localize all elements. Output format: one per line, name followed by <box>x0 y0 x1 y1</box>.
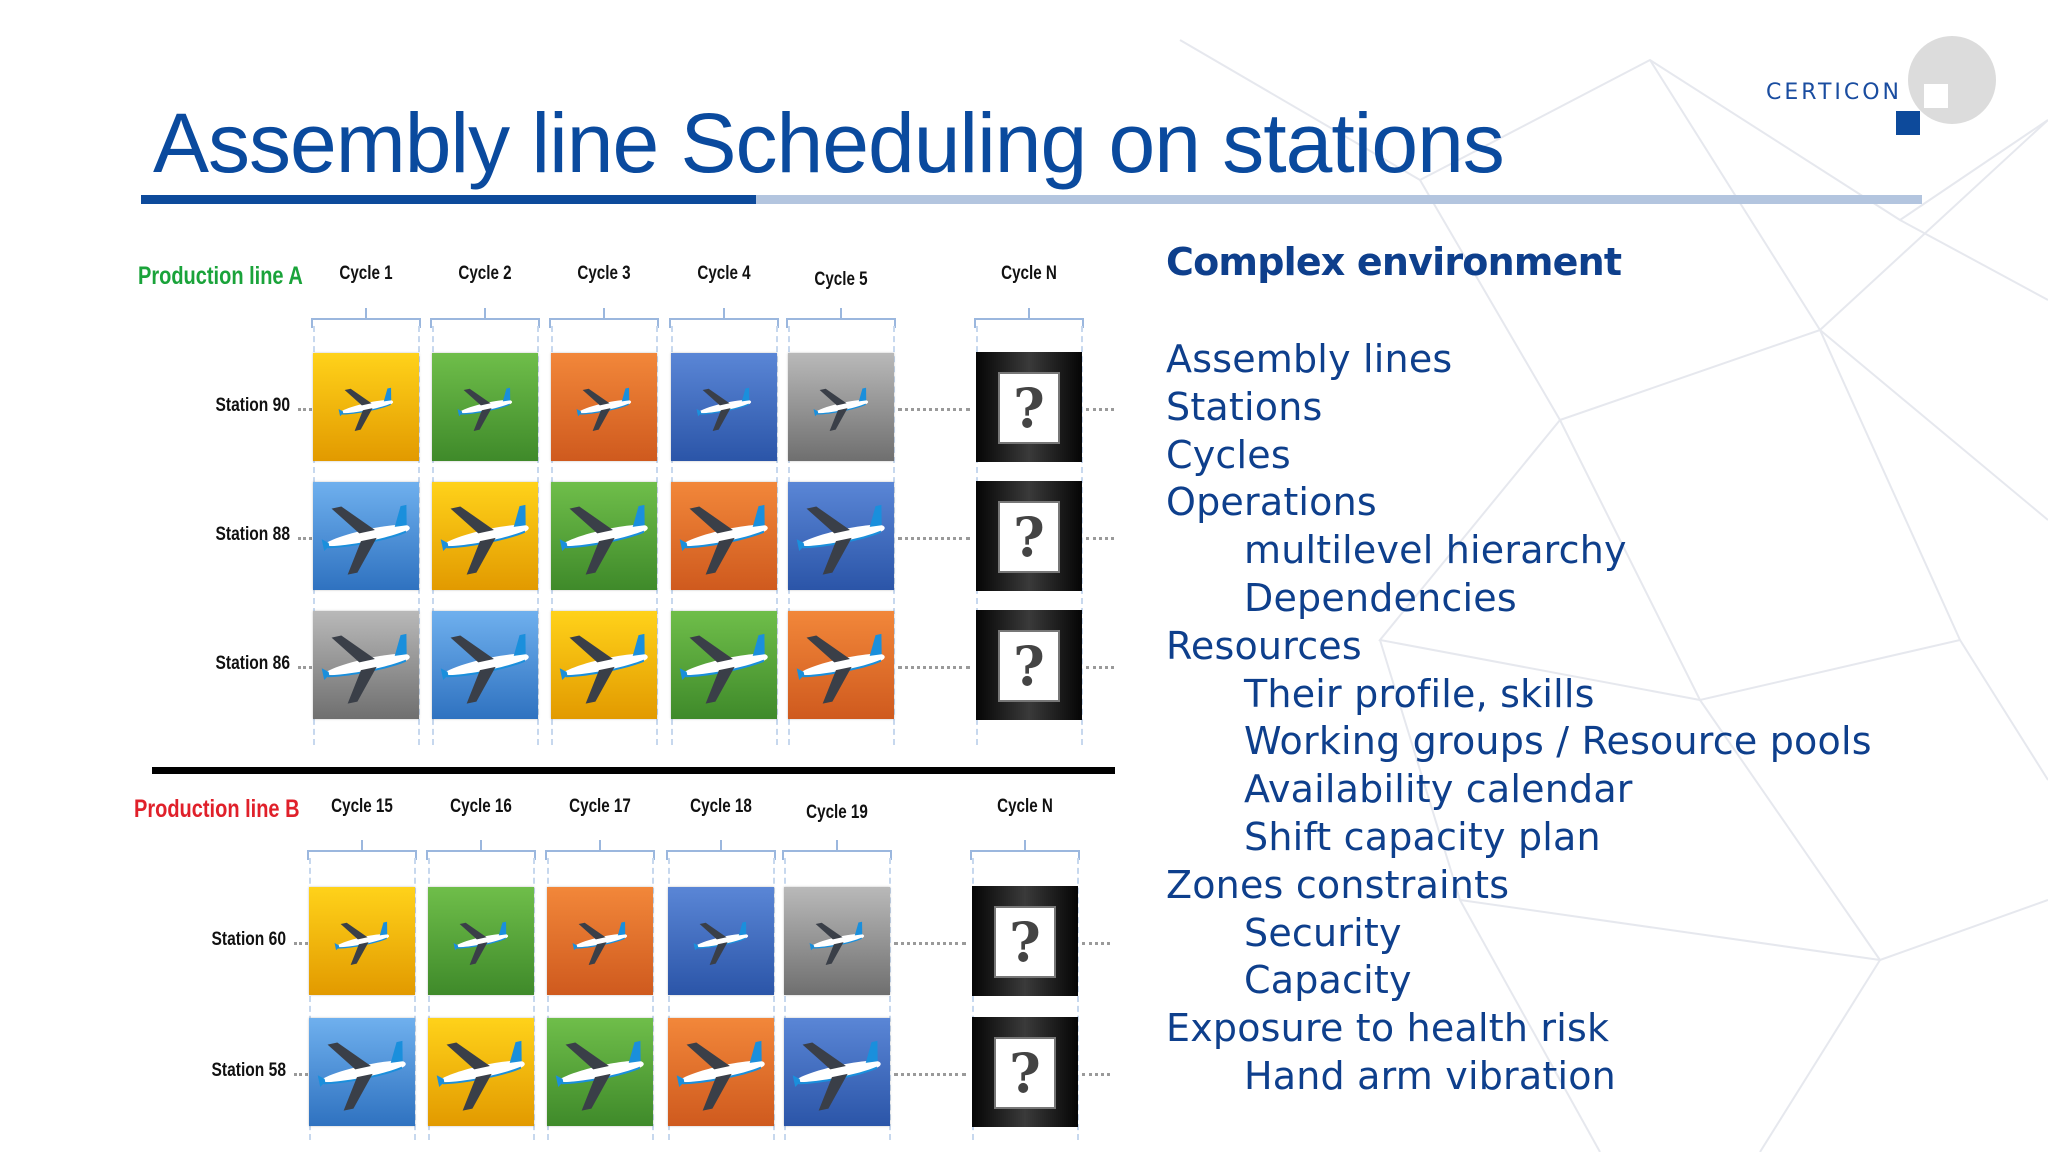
list-item: Cycles <box>1166 433 1291 477</box>
plane-tile-lightblue <box>309 1018 415 1126</box>
trailing-dots <box>1082 1073 1110 1076</box>
cycle-label: Cycle 19 <box>806 802 868 823</box>
list-item: Operations <box>1166 480 1377 524</box>
plane-tile-orange <box>551 353 657 461</box>
airplane-icon <box>784 887 890 995</box>
unknown-cycle-tile <box>976 352 1082 462</box>
list-item: Resources <box>1166 624 1362 668</box>
cycle-bracket-tick <box>599 840 601 850</box>
cycle-label: Cycle 3 <box>577 263 631 284</box>
question-mark-icon: ? <box>998 372 1060 444</box>
plane-tile-gray <box>313 611 419 719</box>
logo-square-blue <box>1896 111 1920 135</box>
cycle-bracket-tick <box>480 840 482 850</box>
cycle-label: Cycle 5 <box>814 269 868 290</box>
cycle-label: Cycle 1 <box>339 263 393 284</box>
station-label: Station 58 <box>211 1060 286 1081</box>
question-mark-icon: ? <box>994 906 1056 978</box>
station-label: Station 90 <box>215 395 290 416</box>
airplane-icon <box>671 482 777 590</box>
list-subitem: Availability calendar <box>1244 767 1633 811</box>
plane-tile-blue <box>671 353 777 461</box>
cycle-bracket <box>970 850 1080 860</box>
airplane-icon <box>551 611 657 719</box>
plane-tile-lightblue <box>432 611 538 719</box>
plane-tile-orange <box>671 482 777 590</box>
gap-dots <box>898 666 970 669</box>
cycle-bracket-tick <box>603 308 605 318</box>
cycle-bracket <box>549 318 659 328</box>
plane-tile-orange <box>668 1018 774 1126</box>
unknown-cycle-tile <box>976 610 1082 720</box>
logo-circle <box>1908 36 1996 124</box>
cycle-bracket <box>666 850 776 860</box>
plane-tile-lightblue <box>313 482 419 590</box>
cycle-label: Cycle 2 <box>458 263 512 284</box>
station-connector <box>298 537 312 540</box>
airplane-icon <box>551 353 657 461</box>
unknown-cycle-tile <box>976 481 1082 591</box>
cycle-label: Cycle N <box>997 796 1053 817</box>
station-label: Station 86 <box>215 653 290 674</box>
plane-tile-orange <box>788 611 894 719</box>
logo-square-white <box>1924 84 1948 108</box>
list-item: Assembly lines <box>1166 337 1453 381</box>
cycle-bracket <box>782 850 892 860</box>
cycle-label: Cycle 4 <box>697 263 751 284</box>
list-subitem: Their profile, skills <box>1244 672 1595 716</box>
airplane-icon <box>432 353 538 461</box>
airplane-icon <box>788 482 894 590</box>
question-mark-icon: ? <box>998 501 1060 573</box>
cycle-bracket-tick <box>720 840 722 850</box>
question-mark-icon: ? <box>998 630 1060 702</box>
plane-tile-blue <box>788 482 894 590</box>
plane-tile-yellow <box>313 353 419 461</box>
plane-tile-green <box>671 611 777 719</box>
airplane-icon <box>428 887 534 995</box>
plane-tile-green <box>432 353 538 461</box>
title-underline-dark <box>141 195 756 204</box>
cycle-bracket <box>430 318 540 328</box>
airplane-icon <box>668 1018 774 1126</box>
plane-tile-blue <box>784 1018 890 1126</box>
cycle-bracket-tick <box>1028 308 1030 318</box>
plane-tile-yellow <box>551 611 657 719</box>
cycle-bracket-tick <box>1024 840 1026 850</box>
cycle-bracket <box>311 318 421 328</box>
airplane-icon <box>313 611 419 719</box>
cycle-bracket-tick <box>723 308 725 318</box>
airplane-icon <box>547 1018 653 1126</box>
list-heading: Complex environment <box>1166 240 1622 284</box>
page-title: Assembly line Scheduling on stations <box>153 96 1504 190</box>
airplane-icon <box>313 482 419 590</box>
list-subitem: multilevel hierarchy <box>1244 528 1627 572</box>
cycle-label: Cycle N <box>1001 263 1057 284</box>
plane-tile-green <box>428 887 534 995</box>
unknown-cycle-tile <box>972 1017 1078 1127</box>
plane-tile-yellow <box>432 482 538 590</box>
list-item: Zones constraints <box>1166 863 1510 907</box>
airplane-icon <box>671 611 777 719</box>
list-subitem: Dependencies <box>1244 576 1517 620</box>
airplane-icon <box>313 353 419 461</box>
station-connector <box>294 1073 308 1076</box>
cycle-bracket <box>974 318 1084 328</box>
cycle-bracket <box>669 318 779 328</box>
production-line-a-label: Production line A <box>138 262 303 290</box>
list-subitem: Security <box>1244 911 1402 955</box>
cycle-bracket <box>426 850 536 860</box>
station-label: Station 60 <box>211 929 286 950</box>
station-label: Station 88 <box>215 524 290 545</box>
cycle-label: Cycle 16 <box>450 796 512 817</box>
cycle-bracket-tick <box>361 840 363 850</box>
airplane-icon <box>309 1018 415 1126</box>
plane-tile-gray <box>784 887 890 995</box>
gap-dots <box>898 408 970 411</box>
cycle-bracket <box>307 850 417 860</box>
plane-tile-gray <box>788 353 894 461</box>
cycle-label: Cycle 15 <box>331 796 393 817</box>
cycle-bracket-tick <box>484 308 486 318</box>
airplane-icon <box>788 611 894 719</box>
question-mark-icon: ? <box>994 1037 1056 1109</box>
trailing-dots <box>1086 666 1114 669</box>
list-item: Exposure to health risk <box>1166 1006 1610 1050</box>
airplane-icon <box>784 1018 890 1126</box>
plane-tile-blue <box>668 887 774 995</box>
station-connector <box>298 408 312 411</box>
unknown-cycle-tile <box>972 886 1078 996</box>
production-line-divider <box>152 767 1115 774</box>
list-item: Stations <box>1166 385 1323 429</box>
list-subitem: Capacity <box>1244 958 1412 1002</box>
title-underline-light <box>756 195 1922 204</box>
airplane-icon <box>671 353 777 461</box>
list-subitem: Shift capacity plan <box>1244 815 1601 859</box>
airplane-icon <box>432 482 538 590</box>
gap-dots <box>894 942 966 945</box>
station-connector <box>294 942 308 945</box>
gap-dots <box>894 1073 966 1076</box>
plane-tile-orange <box>547 887 653 995</box>
airplane-icon <box>432 611 538 719</box>
cycle-bracket-tick <box>836 840 838 850</box>
airplane-icon <box>428 1018 534 1126</box>
cycle-bracket <box>786 318 896 328</box>
company-logo-text: CERTICON <box>1766 80 1903 105</box>
production-line-b-label: Production line B <box>134 795 300 823</box>
gap-dots <box>898 537 970 540</box>
cycle-bracket-tick <box>365 308 367 318</box>
cycle-bracket-tick <box>840 308 842 318</box>
plane-tile-yellow <box>428 1018 534 1126</box>
airplane-icon <box>547 887 653 995</box>
airplane-icon <box>551 482 657 590</box>
list-subitem: Working groups / Resource pools <box>1244 719 1872 763</box>
cycle-bracket <box>545 850 655 860</box>
plane-tile-green <box>547 1018 653 1126</box>
trailing-dots <box>1082 942 1110 945</box>
trailing-dots <box>1086 408 1114 411</box>
trailing-dots <box>1086 537 1114 540</box>
plane-tile-yellow <box>309 887 415 995</box>
cycle-label: Cycle 17 <box>569 796 631 817</box>
airplane-icon <box>788 353 894 461</box>
cycle-label: Cycle 18 <box>690 796 752 817</box>
station-connector <box>298 666 312 669</box>
list-subitem: Hand arm vibration <box>1244 1054 1616 1098</box>
airplane-icon <box>309 887 415 995</box>
plane-tile-green <box>551 482 657 590</box>
airplane-icon <box>668 887 774 995</box>
